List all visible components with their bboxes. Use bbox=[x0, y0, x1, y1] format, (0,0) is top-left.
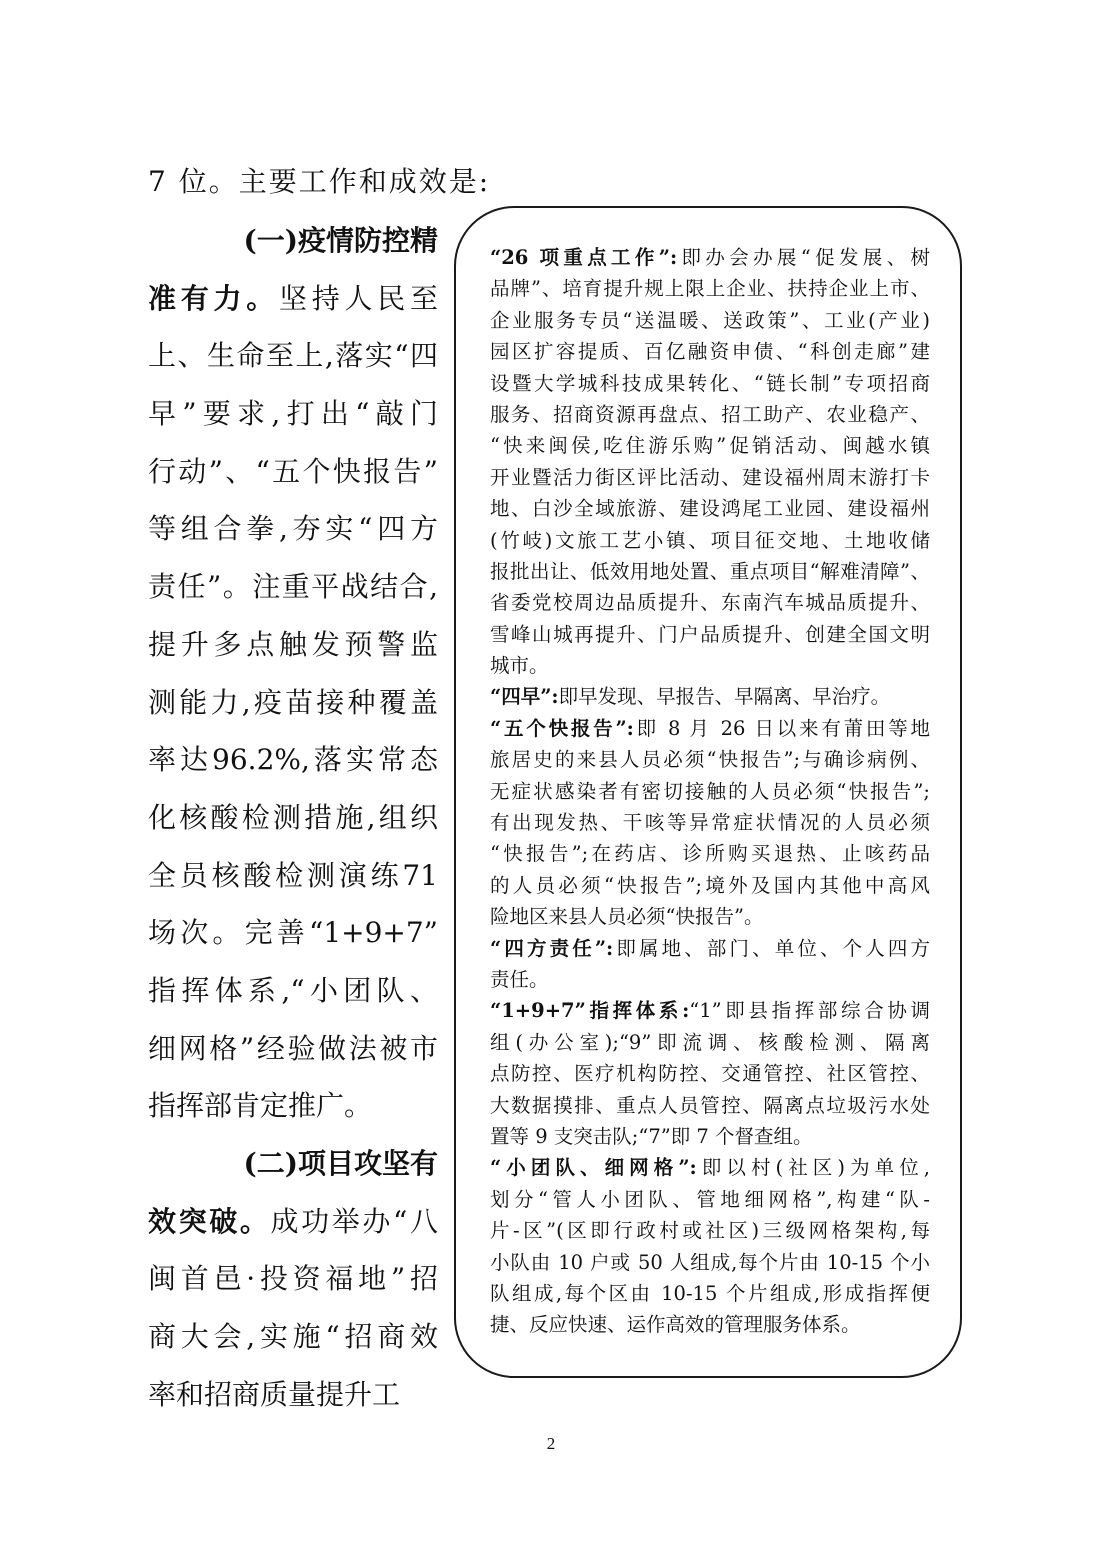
text-span: 上、生命至上,落实“四 bbox=[148, 339, 438, 373]
text-line bbox=[148, 616, 438, 674]
text-span: 等组合拳,夯实“四方 bbox=[148, 512, 438, 546]
text-span: 测能力,疫苗接种覆盖 bbox=[148, 685, 438, 719]
bold-heading-span: 效突破。 bbox=[148, 1204, 271, 1238]
text-line bbox=[490, 650, 930, 681]
text-line bbox=[490, 1090, 930, 1121]
text-span: 旅居史的来县人员必须“快报告”;与确诊病例、 bbox=[490, 748, 930, 772]
text-line bbox=[148, 904, 438, 962]
text-line bbox=[490, 744, 930, 775]
text-span: 商大会,实施“招商效 bbox=[148, 1320, 438, 1354]
bold-heading-span: “小团队、细网格”: bbox=[490, 1156, 697, 1180]
text-line bbox=[148, 558, 438, 616]
bold-heading-span: (一)疫情防控精 bbox=[243, 224, 438, 257]
text-line bbox=[490, 1309, 930, 1340]
text-line bbox=[490, 368, 930, 399]
text-span: 开业暨活力街区评比活动、建设福州周末游打卡 bbox=[490, 465, 930, 489]
glossary-callout-box bbox=[454, 206, 962, 1378]
text-span: “快来闽侯,吃住游乐购”促销活动、闽越水镇 bbox=[490, 434, 930, 458]
text-line bbox=[490, 242, 930, 273]
text-span: 险地区来县人员必须“快报告”。 bbox=[490, 905, 764, 929]
text-line bbox=[148, 847, 438, 905]
text-line bbox=[148, 500, 438, 558]
bold-heading-span: (二)项目攻坚有 bbox=[243, 1147, 438, 1180]
text-line bbox=[148, 1308, 438, 1366]
text-span: 品牌”、培育提升规上限上企业、扶持企业上市、 bbox=[490, 277, 930, 301]
text-line bbox=[148, 731, 438, 789]
text-line bbox=[490, 713, 930, 744]
text-line bbox=[490, 525, 930, 556]
text-line bbox=[148, 385, 438, 443]
text-line bbox=[148, 1250, 438, 1308]
text-line bbox=[490, 556, 930, 587]
text-span: 指挥部肯定推广。 bbox=[148, 1089, 373, 1123]
text-line bbox=[490, 430, 930, 461]
text-span: 场次。完善“1+9+7” bbox=[148, 916, 438, 950]
text-span: 即办会办展“促发展、树 bbox=[677, 246, 930, 269]
text-span: 即早发现、早报告、早隔离、早治疗。 bbox=[558, 685, 891, 709]
bold-heading-span: “五个快报告”: bbox=[490, 716, 634, 740]
text-line bbox=[148, 327, 438, 385]
text-span: 全员核酸检测演练71 bbox=[148, 858, 438, 892]
text-line bbox=[490, 1152, 930, 1183]
text-span: 地、白沙全域旅游、建设鸿尾工业园、建设福州 bbox=[490, 497, 930, 521]
text-span: 即以村(社区)为单位, bbox=[696, 1156, 930, 1180]
text-line bbox=[490, 587, 930, 618]
text-line bbox=[490, 964, 930, 995]
text-line bbox=[490, 901, 930, 932]
text-span: 责任”。注重平战结合, bbox=[148, 570, 438, 604]
text-line bbox=[490, 273, 930, 304]
text-span: 即 8 月 26 日以来有莆田等地 bbox=[633, 716, 930, 740]
text-line bbox=[148, 270, 438, 328]
text-line bbox=[148, 1020, 438, 1078]
bold-heading-span: “26 项重点工作”: bbox=[490, 246, 678, 269]
text-line bbox=[490, 1121, 930, 1152]
bold-heading-span: “四早”: bbox=[490, 685, 559, 709]
text-line bbox=[490, 619, 930, 650]
text-line bbox=[490, 933, 930, 964]
text-line bbox=[490, 838, 930, 869]
text-span: 无症状感染者有密切接触的人员必须“快报告”; bbox=[490, 779, 930, 803]
text-span: 率达96.2%,落实常态 bbox=[148, 743, 438, 777]
text-line bbox=[148, 962, 438, 1020]
text-line bbox=[490, 807, 930, 838]
text-span: 率和招商质量提升工 bbox=[148, 1377, 401, 1411]
text-line bbox=[490, 399, 930, 430]
text-span: 大数据摸排、重点人员管控、隔离点垃圾污水处 bbox=[490, 1093, 930, 1117]
bold-heading-span: “四方责任”: bbox=[490, 936, 614, 960]
text-line bbox=[490, 776, 930, 807]
text-span: 坚持人民至 bbox=[279, 281, 438, 315]
text-span: 提升多点触发预警监 bbox=[148, 627, 438, 661]
text-span: 行动”、“五个快报告” bbox=[148, 454, 438, 488]
body-text-column bbox=[148, 212, 438, 1423]
glossary-callout-text bbox=[490, 242, 930, 1341]
text-span: 队组成,每个区由 10-15 个片组成,形成指挥便 bbox=[490, 1281, 930, 1305]
text-span: 片-区”(区即行政村或社区)三级网格架构,每 bbox=[490, 1219, 930, 1243]
text-line bbox=[148, 443, 438, 501]
text-line bbox=[490, 1247, 930, 1278]
text-line bbox=[490, 336, 930, 367]
text-span: 组(办公室);“9”即流调、核酸检测、隔离 bbox=[490, 1030, 930, 1054]
text-span: 早”要求,打出“敲门 bbox=[148, 397, 438, 431]
text-span: 园区扩容提质、百亿融资申债、“科创走廊”建 bbox=[490, 340, 930, 364]
text-span: 小队由 10 户或 50 人组成,每个片由 10-15 个小 bbox=[490, 1250, 930, 1274]
text-span: 置等 9 支突击队;“7”即 7 个督查组。 bbox=[490, 1124, 813, 1148]
text-line bbox=[490, 1027, 930, 1058]
text-span: 设暨大学城科技成果转化、“链长制”专项招商 bbox=[490, 371, 930, 395]
text-line bbox=[490, 1215, 930, 1246]
text-span: 即属地、部门、单位、个人四方 bbox=[613, 936, 930, 960]
text-line bbox=[148, 212, 438, 270]
text-span: 指挥体系,“小团队、 bbox=[148, 973, 438, 1007]
text-line bbox=[490, 462, 930, 493]
text-line bbox=[148, 1193, 438, 1251]
text-line bbox=[490, 995, 930, 1026]
text-span: 闽首邑·投资福地”招 bbox=[148, 1262, 438, 1296]
text-span: 省委党校周边品质提升、东南汽车城品质提升、 bbox=[490, 591, 930, 615]
text-span: 城市。 bbox=[490, 654, 549, 678]
text-line bbox=[490, 681, 930, 712]
bold-heading-span: “1+9+7”指挥体系: bbox=[490, 999, 690, 1023]
text-span: 化核酸检测措施,组织 bbox=[148, 800, 438, 834]
text-span: “快报告”;在药店、诊所购买退热、止咳药品 bbox=[490, 842, 930, 866]
bold-heading-span: 准有力。 bbox=[148, 281, 279, 315]
text-span: 有出现发热、干咳等异常症状情况的人员必须 bbox=[490, 811, 930, 835]
text-span: 成功举办“八 bbox=[270, 1204, 438, 1238]
page-number: 2 bbox=[546, 1434, 556, 1453]
text-line bbox=[490, 1278, 930, 1309]
text-span: 雪峰山城再提升、门户品质提升、创建全国文明 bbox=[490, 622, 930, 646]
text-span: 服务、招商资源再盘点、招工助产、农业稳产、 bbox=[490, 402, 930, 426]
text-span: 细网格”经验做法被市 bbox=[148, 1031, 438, 1065]
text-line bbox=[490, 493, 930, 524]
text-span: 企业服务专员“送温暖、送政策”、工业(产业) bbox=[490, 308, 930, 332]
text-span: 报批出让、低效用地处置、重点项目“解难清障”、 bbox=[490, 559, 930, 583]
text-span: 的人员必须“快报告”;境外及国内其他中高风 bbox=[490, 873, 930, 897]
text-span: (竹岐)文旅工艺小镇、项目征交地、土地收储 bbox=[490, 528, 930, 552]
text-span: 捷、反应快速、运作高效的管理服务体系。 bbox=[490, 1313, 861, 1337]
text-span: “1”即县指挥部综合协调 bbox=[689, 999, 930, 1023]
intro-line: 7 位。主要工作和成效是: bbox=[148, 165, 491, 198]
text-span: 划分“管人小团队、管地细网格”,构建“队- bbox=[490, 1187, 930, 1211]
text-line bbox=[148, 1135, 438, 1193]
text-line bbox=[148, 674, 438, 732]
text-line bbox=[490, 870, 930, 901]
text-line bbox=[490, 1184, 930, 1215]
text-line bbox=[148, 1366, 438, 1424]
text-line bbox=[148, 1077, 438, 1135]
text-line bbox=[490, 305, 930, 336]
text-span: 点防控、医疗机构防控、交通管控、社区管控、 bbox=[490, 1062, 930, 1086]
text-line bbox=[148, 789, 438, 847]
text-span: 责任。 bbox=[490, 967, 549, 991]
text-line bbox=[490, 1058, 930, 1089]
